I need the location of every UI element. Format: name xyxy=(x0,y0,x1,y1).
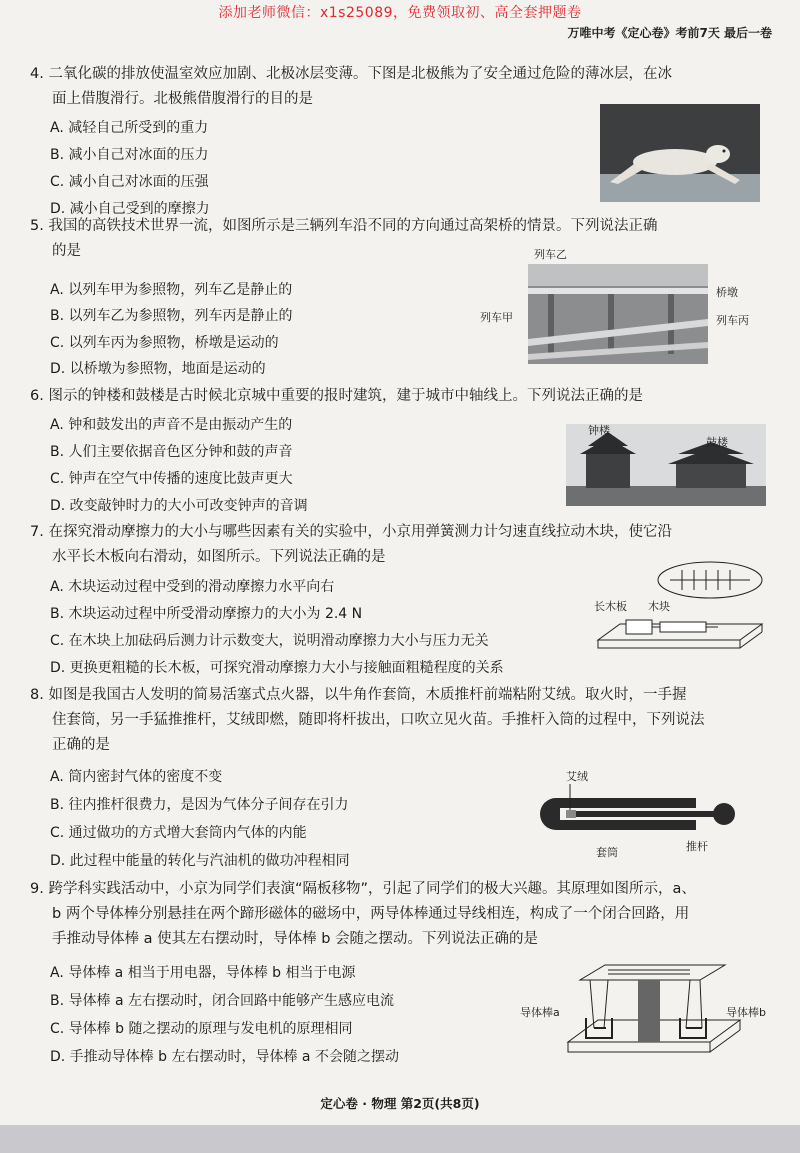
question-stem: 我国的高铁技术世界一流，如图所示是三辆列车沿不同的方向通过高架桥的情景。下列说法正确 xyxy=(48,218,658,234)
question-6 xyxy=(30,384,770,409)
label-rod-a: 导体棒a xyxy=(520,1006,560,1019)
option-d: D. 以桥墩为参照物，地面是运动的 xyxy=(50,361,266,377)
train-bridge-photo xyxy=(528,264,708,364)
question-stem: 面上借腹滑行。北极熊借腹滑行的目的是 xyxy=(52,91,313,107)
question-stem: 图示的钟楼和鼓楼是古时候北京城中重要的报时建筑，建于城市中轴线上。下列说法正确的是 xyxy=(48,388,643,404)
option-c: C. 钟声在空气中传播的速度比鼓声更大 xyxy=(50,471,293,487)
option-b: B. 减小自己对冰面的压力 xyxy=(50,147,209,163)
question-8 xyxy=(30,683,770,758)
label-train-bing: 列车丙 xyxy=(716,314,749,327)
fire-piston-figure xyxy=(536,768,746,858)
question-number: 4. xyxy=(30,66,44,82)
option-c: C. 通过做功的方式增大套筒内气体的内能 xyxy=(50,825,307,841)
option-a: A. 减轻自己所受到的重力 xyxy=(50,120,209,136)
question-stem: 水平长木板向右滑动，如图所示。下列说法正确的是 xyxy=(52,549,386,565)
label-pier: 桥墩 xyxy=(716,286,738,299)
question-number: 9. xyxy=(30,881,44,897)
label-rod-b: 导体棒b xyxy=(726,1006,766,1019)
label-tinder: 艾绒 xyxy=(566,770,588,783)
page-footer: 定心卷 · 物理 第2页(共8页) xyxy=(320,1096,480,1111)
question-number: 8. xyxy=(30,687,44,703)
label-sleeve: 套筒 xyxy=(596,846,618,859)
option-d: D. 改变敲钟时力的大小可改变钟声的音调 xyxy=(50,498,308,514)
option-d: D. 减小自己受到的摩擦力 xyxy=(50,201,210,217)
question-stem: 住套筒，另一手猛推推杆，艾绒即燃，随即将杆拔出，口吹立见火苗。手推杆入筒的过程中，下列说法 xyxy=(52,712,705,728)
label-train-yi: 列车乙 xyxy=(534,248,567,261)
question-number: 6. xyxy=(30,388,44,404)
question-number: 7. xyxy=(30,524,44,540)
question-stem: b 两个导体棒分别悬挂在两个蹄形磁体的磁场中，两导体棒通过导线相连，构成了一个闭合回路，用 xyxy=(52,906,690,922)
option-d: D. 更换更粗糙的长木板，可探究滑动摩擦力大小与接触面粗糙程度的关系 xyxy=(50,660,504,676)
option-c: C. 导体棒 b 随之摆动的原理与发电机的原理相同 xyxy=(50,1021,353,1037)
option-a: A. 以列车甲为参照物，列车乙是静止的 xyxy=(50,282,293,298)
question-stem: 跨学科实践活动中，小京为同学们表演“隔板移物”，引起了同学们的极大兴趣。其原理如图所示，a、 xyxy=(48,881,696,897)
watermark-text: 添加老师微信：x1s25089，免费领取初、高全套押题卷 xyxy=(218,5,582,21)
label-drum-tower: 鼓楼 xyxy=(706,436,728,449)
friction-experiment-figure xyxy=(590,558,770,658)
option-b: B. 人们主要依据音色区分钟和鼓的声音 xyxy=(50,444,293,460)
option-a: A. 筒内密封气体的密度不变 xyxy=(50,769,223,785)
option-b: B. 导体棒 a 左右摆动时，闭合回路中能够产生感应电流 xyxy=(50,993,394,1009)
question-9 xyxy=(30,877,770,952)
question-stem: 的是 xyxy=(52,243,81,259)
question-stem: 在探究滑动摩擦力的大小与哪些因素有关的实验中，小京用弹簧测力计匀速直线拉动木块，使它沿 xyxy=(48,524,672,540)
label-train-jia: 列车甲 xyxy=(480,311,513,324)
polar-bear-photo xyxy=(600,104,760,202)
option-a: A. 钟和鼓发出的声音不是由振动产生的 xyxy=(50,417,293,433)
conductor-rods-diagram xyxy=(550,960,750,1075)
bell-drum-tower-figure xyxy=(566,424,766,506)
option-a: A. 木块运动过程中受到的滑动摩擦力水平向右 xyxy=(50,579,335,595)
conductor-rods-figure xyxy=(520,960,780,1075)
option-c: C. 以列车丙为参照物，桥墩是运动的 xyxy=(50,335,279,351)
question-stem: 手推动导体棒 a 使其左右摆动时，导体棒 b 会随之摆动。下列说法正确的是 xyxy=(52,931,539,947)
question-number: 5. xyxy=(30,218,44,234)
train-bridge-figure xyxy=(480,244,780,374)
option-b: B. 以列车乙为参照物，列车丙是静止的 xyxy=(50,308,293,324)
label-push-rod: 推杆 xyxy=(686,840,708,853)
option-b: B. 木块运动过程中所受滑动摩擦力的大小为 2.4 N xyxy=(50,606,363,622)
label-long-board: 长木板 xyxy=(594,600,627,613)
label-wood-block: 木块 xyxy=(648,600,670,613)
question-stem: 二氧化碳的排放使温室效应加剧、北极冰层变薄。下图是北极熊为了安全通过危险的薄冰层，在冰 xyxy=(48,66,672,82)
question-stem: 正确的是 xyxy=(52,737,110,753)
option-b: B. 往内推杆很费力，是因为气体分子间存在引力 xyxy=(50,797,349,813)
option-d: D. 此过程中能量的转化与汽油机的做功冲程相同 xyxy=(50,853,350,869)
label-bell-tower: 钟楼 xyxy=(588,424,610,437)
option-a: A. 导体棒 a 相当于用电器，导体棒 b 相当于电源 xyxy=(50,965,356,981)
option-c: C. 减小自己对冰面的压强 xyxy=(50,174,209,190)
option-d: D. 手推动导体棒 b 左右摆动时，导体棒 a 不会随之摆动 xyxy=(50,1049,399,1065)
question-stem: 如图是我国古人发明的简易活塞式点火器，以牛角作套筒，木质推杆前端粘附艾绒。取火时，一手握 xyxy=(48,687,687,703)
option-c: C. 在木块上加砝码后测力计示数变大，说明滑动摩擦力大小与压力无关 xyxy=(50,633,489,649)
page-header: 万唯中考《定心卷》考前7天 最后一卷 xyxy=(567,26,772,40)
scan-bottom-strip xyxy=(0,1125,800,1153)
